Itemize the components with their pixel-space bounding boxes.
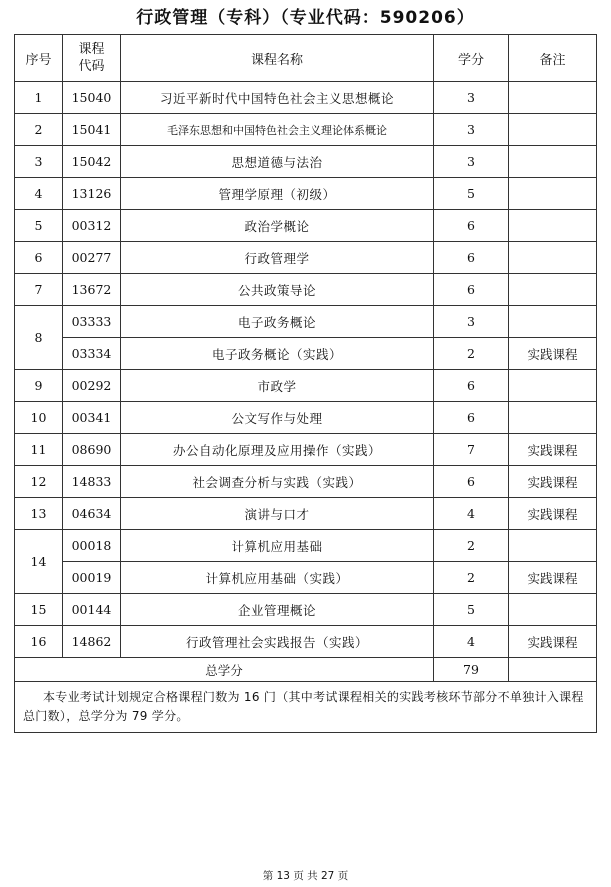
table-row bbox=[15, 594, 597, 626]
table-row bbox=[15, 82, 597, 114]
row-name: 政治学概论 bbox=[121, 210, 434, 242]
table-row bbox=[15, 466, 597, 498]
table-row bbox=[15, 338, 597, 370]
row-code: 08690 bbox=[63, 434, 121, 466]
row-seq: 15 bbox=[15, 594, 63, 626]
row-note bbox=[509, 530, 597, 562]
row-name: 公文写作与处理 bbox=[121, 402, 434, 434]
row-name: 毛泽东思想和中国特色社会主义理论体系概论 bbox=[121, 114, 434, 146]
table-row bbox=[15, 146, 597, 178]
table-row bbox=[15, 530, 597, 562]
row-note: 实践课程 bbox=[509, 338, 597, 370]
row-code: 03334 bbox=[63, 338, 121, 370]
row-note bbox=[509, 242, 597, 274]
note-row bbox=[15, 682, 597, 733]
row-name: 行政管理社会实践报告（实践） bbox=[121, 626, 434, 658]
row-name: 企业管理概论 bbox=[121, 594, 434, 626]
row-credit: 7 bbox=[434, 434, 509, 466]
row-note bbox=[509, 146, 597, 178]
row-credit: 2 bbox=[434, 562, 509, 594]
row-credit: 3 bbox=[434, 114, 509, 146]
row-note bbox=[509, 402, 597, 434]
row-credit: 3 bbox=[434, 146, 509, 178]
row-seq: 7 bbox=[15, 274, 63, 306]
row-credit: 6 bbox=[434, 274, 509, 306]
row-seq: 9 bbox=[15, 370, 63, 402]
row-name: 管理学原理（初级） bbox=[121, 178, 434, 210]
row-credit: 2 bbox=[434, 530, 509, 562]
row-note: 实践课程 bbox=[509, 498, 597, 530]
table-row bbox=[15, 434, 597, 466]
row-credit: 6 bbox=[434, 370, 509, 402]
row-code: 00144 bbox=[63, 594, 121, 626]
row-code: 00018 bbox=[63, 530, 121, 562]
row-name: 行政管理学 bbox=[121, 242, 434, 274]
row-name: 办公自动化原理及应用操作（实践） bbox=[121, 434, 434, 466]
header-seq: 序号 bbox=[15, 35, 63, 82]
table-row bbox=[15, 562, 597, 594]
row-name: 电子政务概论 bbox=[121, 306, 434, 338]
row-credit: 2 bbox=[434, 338, 509, 370]
table-row bbox=[15, 210, 597, 242]
row-note bbox=[509, 210, 597, 242]
row-code: 15042 bbox=[63, 146, 121, 178]
row-note: 实践课程 bbox=[509, 626, 597, 658]
row-seq: 2 bbox=[15, 114, 63, 146]
row-name: 思想道德与法治 bbox=[121, 146, 434, 178]
header-name: 课程名称 bbox=[121, 35, 434, 82]
table-row bbox=[15, 370, 597, 402]
page-title: 行政管理（专科）（专业代码：590206） bbox=[136, 8, 475, 28]
note-text: 本专业考试计划规定合格课程门数为 16 门（其中考试课程相关的实践考核环节部分不单独计入课程总门数），总学分为 79 学分。 bbox=[15, 682, 597, 733]
table-row bbox=[15, 242, 597, 274]
row-seq: 10 bbox=[15, 402, 63, 434]
row-seq: 13 bbox=[15, 498, 63, 530]
total-label: 总学分 bbox=[15, 658, 434, 682]
table-row bbox=[15, 274, 597, 306]
row-name: 计算机应用基础 bbox=[121, 530, 434, 562]
row-name: 习近平新时代中国特色社会主义思想概论 bbox=[121, 82, 434, 114]
row-note bbox=[509, 306, 597, 338]
row-credit: 3 bbox=[434, 306, 509, 338]
row-code: 15040 bbox=[63, 82, 121, 114]
page-footer: 第 13 页 共 27 页 bbox=[262, 870, 349, 882]
row-credit: 6 bbox=[434, 210, 509, 242]
row-credit: 4 bbox=[434, 498, 509, 530]
row-note bbox=[509, 274, 597, 306]
row-credit: 6 bbox=[434, 466, 509, 498]
header-note: 备注 bbox=[509, 35, 597, 82]
row-note: 实践课程 bbox=[509, 466, 597, 498]
row-name: 公共政策导论 bbox=[121, 274, 434, 306]
row-name: 市政学 bbox=[121, 370, 434, 402]
row-credit: 6 bbox=[434, 402, 509, 434]
table-row bbox=[15, 178, 597, 210]
table-row bbox=[15, 306, 597, 338]
row-seq: 1 bbox=[15, 82, 63, 114]
row-code: 14833 bbox=[63, 466, 121, 498]
row-note: 实践课程 bbox=[509, 562, 597, 594]
row-name: 计算机应用基础（实践） bbox=[121, 562, 434, 594]
table-row bbox=[15, 498, 597, 530]
row-code: 00292 bbox=[63, 370, 121, 402]
table-header-row bbox=[15, 35, 597, 82]
total-note-empty bbox=[509, 658, 597, 682]
row-credit: 6 bbox=[434, 242, 509, 274]
row-name: 演讲与口才 bbox=[121, 498, 434, 530]
header-code: 课程代码 bbox=[63, 35, 121, 82]
row-note: 实践课程 bbox=[509, 434, 597, 466]
row-seq: 4 bbox=[15, 178, 63, 210]
row-code: 13672 bbox=[63, 274, 121, 306]
row-seq: 5 bbox=[15, 210, 63, 242]
row-note bbox=[509, 370, 597, 402]
course-table bbox=[14, 34, 597, 733]
row-code: 00019 bbox=[63, 562, 121, 594]
row-code: 00277 bbox=[63, 242, 121, 274]
row-code: 04634 bbox=[63, 498, 121, 530]
row-seq: 12 bbox=[15, 466, 63, 498]
row-credit: 5 bbox=[434, 178, 509, 210]
row-code: 15041 bbox=[63, 114, 121, 146]
table-row bbox=[15, 402, 597, 434]
row-name: 电子政务概论（实践） bbox=[121, 338, 434, 370]
row-credit: 3 bbox=[434, 82, 509, 114]
total-value: 79 bbox=[434, 658, 509, 682]
row-seq: 8 bbox=[15, 306, 63, 370]
row-note bbox=[509, 594, 597, 626]
row-note bbox=[509, 114, 597, 146]
row-code: 13126 bbox=[63, 178, 121, 210]
header-credit: 学分 bbox=[434, 35, 509, 82]
row-seq: 16 bbox=[15, 626, 63, 658]
table-row bbox=[15, 626, 597, 658]
row-note bbox=[509, 178, 597, 210]
row-seq: 14 bbox=[15, 530, 63, 594]
row-seq: 11 bbox=[15, 434, 63, 466]
row-credit: 5 bbox=[434, 594, 509, 626]
row-name: 社会调查分析与实践（实践） bbox=[121, 466, 434, 498]
row-seq: 6 bbox=[15, 242, 63, 274]
row-credit: 4 bbox=[434, 626, 509, 658]
table-row bbox=[15, 114, 597, 146]
row-code: 00312 bbox=[63, 210, 121, 242]
row-code: 00341 bbox=[63, 402, 121, 434]
row-code: 14862 bbox=[63, 626, 121, 658]
row-note bbox=[509, 82, 597, 114]
total-row bbox=[15, 658, 597, 682]
row-code: 03333 bbox=[63, 306, 121, 338]
row-seq: 3 bbox=[15, 146, 63, 178]
